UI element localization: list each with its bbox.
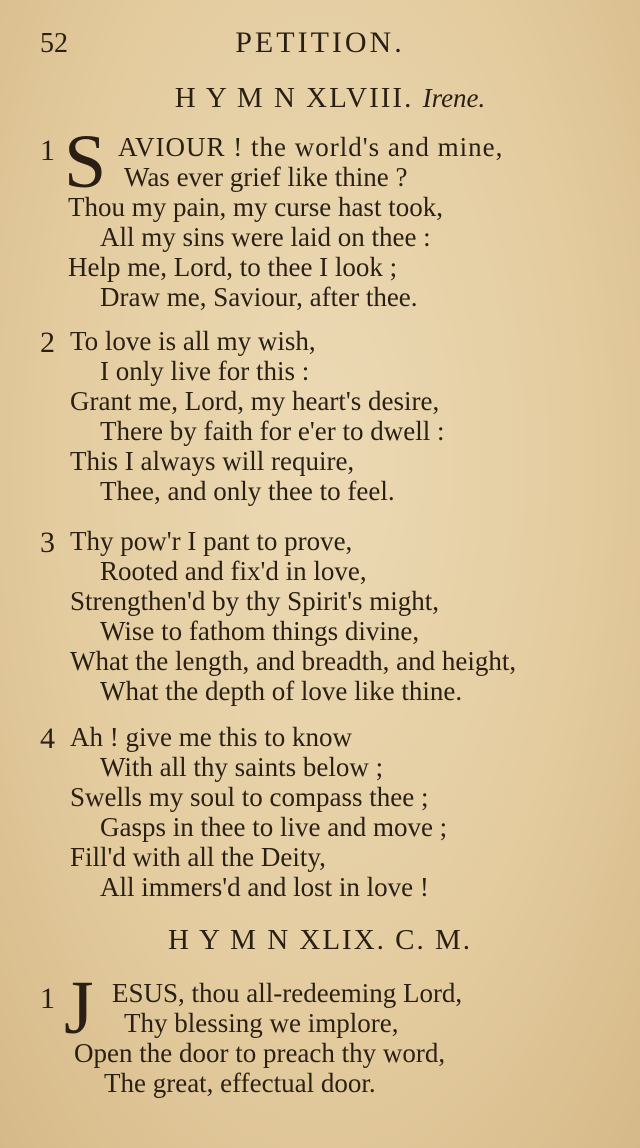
verse-line: Was ever grief like thine ? (124, 162, 408, 192)
verse-number: 2 (40, 326, 55, 359)
verse-line: Rooted and fix'd in love, (100, 556, 367, 586)
drop-cap: S (64, 120, 107, 204)
verse-line: The great, effectual door. (104, 1068, 376, 1098)
verse-line: Gasps in thee to live and move ; (100, 812, 448, 842)
verse-line: Grant me, Lord, my heart's desire, (70, 386, 440, 416)
verse-line: Thy pow'r I pant to prove, (70, 526, 353, 556)
verse-line: Draw me, Saviour, after thee. (100, 282, 418, 312)
drop-cap: J (64, 966, 94, 1050)
hymn-48-title (50, 82, 610, 115)
verse-line: I only live for this : (100, 356, 310, 386)
verse-line: ESUS, thou all-redeeming Lord, (112, 978, 463, 1008)
verse-line: Swells my soul to compass thee ; (70, 782, 429, 812)
verse-line: AVIOUR ! the world's and mine, (118, 132, 504, 162)
verse-line: What the depth of love like thine. (100, 676, 463, 706)
verse-line: All immers'd and lost in love ! (100, 872, 429, 902)
hymn-48-tune: Irene. (422, 83, 486, 113)
hymn-49-title: H Y M N XLIX. C. M. (167, 924, 473, 956)
verse-line: What the length, and breadth, and height, (70, 646, 517, 676)
verse-line: Thou my pain, my curse hast took, (68, 192, 443, 222)
verse-line: Thy blessing we implore, (124, 1008, 399, 1038)
page-number: 52 (40, 28, 68, 59)
verse-line: Open the door to preach thy word, (74, 1038, 446, 1068)
verse-line: Fill'd with all the Deity, (70, 842, 326, 872)
verse-number: 4 (40, 722, 55, 755)
verse-line: There by faith for e'er to dwell : (100, 416, 445, 446)
verse-number: 3 (40, 526, 55, 559)
running-head: PETITION. (235, 26, 405, 59)
verse-line: With all thy saints below ; (100, 752, 384, 782)
verse-number: 1 (40, 134, 55, 167)
hymn-48-number: H Y M N XLVIII. (174, 82, 414, 114)
verse-line: Wise to fathom things divine, (100, 616, 420, 646)
verse-line: To love is all my wish, (70, 326, 316, 356)
verse-number: 1 (40, 982, 55, 1015)
verse-line: Thee, and only thee to feel. (100, 476, 395, 506)
verse-line: All my sins were laid on thee : (100, 222, 431, 252)
verse-line: Help me, Lord, to thee I look ; (68, 252, 398, 282)
verse-line: This I always will require, (70, 446, 355, 476)
verse-line: Strengthen'd by thy Spirit's might, (70, 586, 439, 616)
verse-line: Ah ! give me this to know (70, 722, 352, 752)
